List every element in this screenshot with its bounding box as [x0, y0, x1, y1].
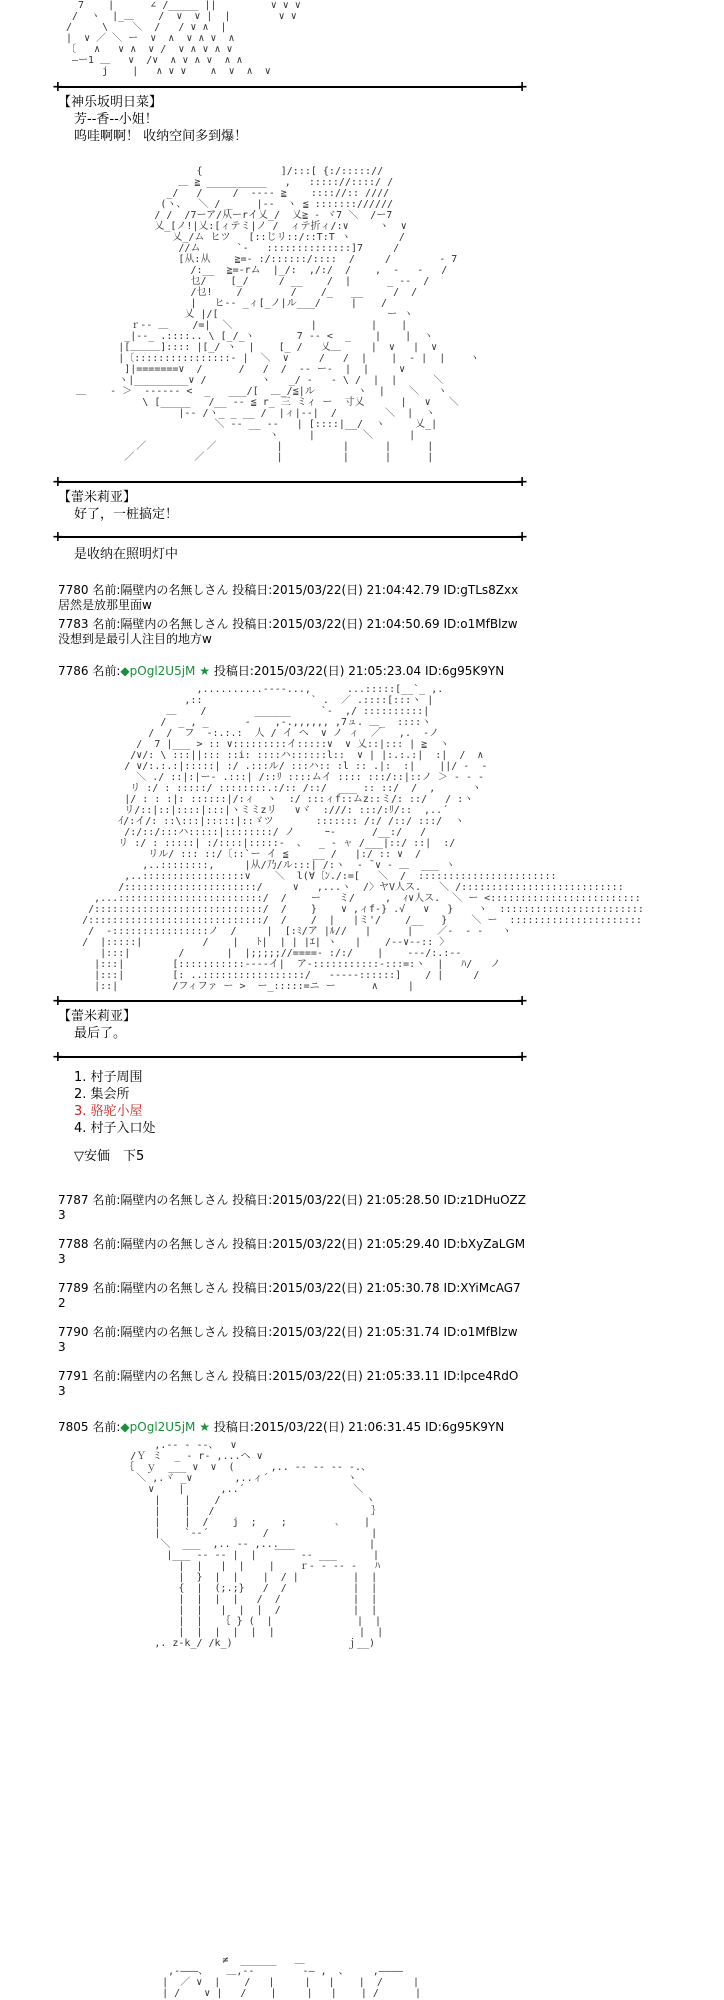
post-body: 3	[58, 1340, 66, 1354]
post-date: 2015/03/22(日) 21:06:31.45	[253, 1420, 422, 1434]
date-label: 投稿日:	[232, 1369, 273, 1383]
name-label: 名前:	[92, 1420, 121, 1434]
post-date: 2015/03/22(日) 21:05:29.40	[272, 1237, 440, 1251]
post-number: 7790	[58, 1325, 89, 1339]
post-date: 2015/03/22(日) 21:05:23.04	[253, 664, 422, 678]
post-date: 2015/03/22(日) 21:05:33.11	[272, 1369, 440, 1383]
vote-prompt: ▽安価 下5	[74, 1149, 145, 1164]
poster-id[interactable]: ID:o1MfBlzw	[443, 1325, 518, 1339]
post-body: 3	[58, 1252, 66, 1266]
choice-list	[74, 1069, 156, 1137]
post-header	[58, 1237, 525, 1251]
poster-name[interactable]: 隔壁内の名無しさん	[120, 617, 229, 631]
post-7791	[58, 1369, 698, 1399]
poster-id[interactable]: ID:6g95K9YN	[425, 1420, 505, 1434]
ascii-art-bottom: ≠ ______ ＿ ,-―――、 ＿,-‐ ‐― , 、 ,―――― | ／ ∨ | / | | | | / | | / ∨ | / | | | | / |	[162, 1955, 422, 1999]
poster-trip[interactable]: ◆pOgl2U5jM ★	[120, 1420, 210, 1434]
post-date: 2015/03/22(日) 21:05:30.78	[272, 1281, 440, 1295]
narration-line: 是收纳在照明灯中	[74, 547, 179, 562]
post-body: 2	[58, 1296, 66, 1310]
date-label: 投稿日:	[213, 1420, 254, 1434]
post-header	[58, 617, 518, 631]
post-7783	[58, 617, 698, 647]
post-header	[58, 1420, 504, 1434]
speaker-label: 【神乐坂明日菜】	[58, 95, 163, 110]
name-label: 名前:	[92, 1369, 121, 1383]
post-7786	[58, 664, 698, 679]
poster-name[interactable]: 隔壁内の名無しさん	[120, 1237, 229, 1251]
divider-5: + +	[52, 1049, 528, 1065]
ascii-art-remilia-final: ,..........----..., ...:::::[__`_ ,. ,:: ` . ／ .::::[:::ヽ | ＿ / ______ `- ,/ ::::::::::| / _ , _ ‐ ,-.,,,,,, ,7ュ. ＿_ ::::ヽ / / フ ‐:.:.: 人 / イ ヘ ∨ ノ ィ ／ ,. ‐ノ / 7 |___ > :: ∨:::::::::イ:::::∨ ∨ 乂::|::: | ≧ ヽ /∨/: \ :::||::: ::i: ::::ハ::::::l:: ∨ | |:.:.:| :| / ∧ / ∨/:.:.:|:::::| :/ .:::ル/ :::ハ:: :l :: .|: :| ||/ ‐ ‐ ＼ ./ ::|:|ー‐ .:::| /::ﾘ ::::ムイ :::: :::/::|::ノ ＞ ‐ ‐ ‐ リ :/ : :::::/ ::::::::.:/:: /::/ ___ :: ::/ / , ヽ |/ : : :|: ::::::|/:ィ ヽ :/ :::ィf::ムz::ミ/: ::/ / :ヽ リ/::|::|::::|:::|ヽミミzリ ∨ヾ :///: :::/:ﾘ/:: ,..´ ｲ/:イ/: ::\:::|:::::|::ゞツ ::::::: /:/ /::/ :::/ ヽ /:/::/:::ハ:::::|::::::::/ ノ ｰ‐ /__:/ / リ :/ : :::::| :/::::|:::::‐ 、 _ ‐ ャ /___|::/ ::| :/ リル/ ::: ::/〔::`ー イ ≦ __ / |:/ :: ∨ / ,..::::::::, |从/乃/ル:::| /:ヽ ‐ ̄ ∨ ‐ ＿ ___ ヽ ,..:::::::::::::::::∨ ＼ l(∀〔ﾝ./:=[ ＼ / ::::::::::::::::::::::: /::::::::::::::::::::::/ ∨ ,...ヽ /〉ヤV人ス. ＼ /::::::::::::::::::::::::::: ,...::::::::::::::::::::::::/ / ー ミ/ , ｨ∨人ス. ＼ ー <::::::::::::::::::::::::: /::::::::::::::::::::::::::::/ / } ∨ ,ィf‐} .√ ∨ } ヽ :::::::::::::::::::::::: /:::::::::::::::::::::::::::::/ / / | |ミ'/ /__ } ＼ ー :::::::::::::::::::::: / ‐::::::::::::::::ノ / | [:ﾐ/ア |ﾙ// | | ／‐ ‐ ‐ ヽ / |:::::| / | ﾄ| | | |ｴ| ヽ | /‐‐∨‐‐:: 〉 |:::| / | |;;;;;//====- :/:/ | ‐‐‐/:.:‐‐ |:::| [:::::::::::----イ| ア-:::::::::::-:::=:ヽ | ﾊ/ ノ |:::| [: ..:::::::::::::::::/ -----::::::] / | / |::| /フィファ ー > ー_:::::=ニ ー ∧ |	[82, 684, 644, 992]
post-date: 2015/03/22(日) 21:05:28.50	[272, 1193, 440, 1207]
post-header	[58, 1369, 518, 1383]
divider-4: + +	[52, 993, 528, 1009]
name-label: 名前:	[92, 1281, 121, 1295]
poster-name[interactable]: 隔壁内の名無しさん	[120, 1369, 229, 1383]
divider-3: + +	[52, 529, 528, 545]
poster-id[interactable]: ID:6g95K9YN	[425, 664, 505, 678]
post-header	[58, 1193, 526, 1207]
post-7780	[58, 583, 698, 613]
date-label: 投稿日:	[232, 1193, 273, 1207]
poster-name[interactable]: 隔壁内の名無しさん	[120, 583, 229, 597]
dialogue-line: 呜哇啊啊！ 收纳空间多到爆！	[74, 129, 248, 144]
date-label: 投稿日:	[232, 1325, 273, 1339]
post-body: 没想到是最引人注目的地方w	[58, 632, 212, 646]
post-number: 7780	[58, 583, 89, 597]
ascii-art-remilia-lamp: { ]/:::[ {:/:::::// ＿ ≧ __________ , ::::://::::/ / _/ / / ‐‐‐‐ ≧ :::://:: //// (ヽ、 ＼ / _ |‐‐ ヽ ≦ :::::::////// / / /7ーア/从ーrイ乂_/ 乂≧ ‐ ヾ7 ＼ /ー7 乂_[ノ!|乂:[ィテミ|ノ / ィテ折ィ/:∨ ヽ ∨ 乂_/ム ヒツ [::じリ::/::Т:Т ヽ / //ム `‐ ::::::::::::::]7 / [从:从 ≧=‐ :/::::::/:::: / / - 7 /:__ ≧=‐rム |_/: ,/:/ / , ‐ ‐ / 乜/ [_/ / __ / | _ ‐‐ / /乜! / / /_ __ / / | ヒ‐‐ _ィ[_ノ|ル___/ | / 乂 |/[ ー ヽ ｒ‐‐ ＿ /=| ＼ | | | _|‐‐_ .::::.. \ [_/_ヽ 7 ‐‐ < _ | | ヽ |[＿＿＿]:::: |[_/ ヽ | [_ / 乂＿ | ∨ | ∨ |〔::::::::::::::::‐ | ＼ ∨ / / | | ‐ | | ヽ ]|=======∨ / / / / ‐‐ ー‐ | | ∨ ヽ|_________∨ / ヽ _/ ‐ ‐ \ / | | ＼ ＿ ‐ ＞ ‐‐‐‐‐‐ < _ ___/[ ＿_/≦|ル ヽ | ＼ ヽ \ [_____ /__ ‐‐ ≦ r_ 三 ミィ ー 寸乂 | ∨ ＼ |‐‐ /ヽ_ _ __ / |ィ|‐‐| / ＼ | ヽ ＼ ‐‐ __ ‐‐ | [::::|__/ ヽ 乂_| ヽ | ＼ | ／ ／ | | | | ／ ／ | | | |	[76, 166, 480, 463]
speaker-label: 【蕾米莉亚】	[58, 490, 137, 505]
post-number: 7783	[58, 617, 89, 631]
post-number: 7788	[58, 1237, 89, 1251]
post-number: 7805	[58, 1420, 89, 1434]
divider-2: + +	[52, 474, 528, 490]
name-label: 名前:	[92, 1193, 121, 1207]
poster-id[interactable]: ID:bXyZaLGM	[443, 1237, 526, 1251]
speaker-label: 【蕾米莉亚】	[58, 1009, 137, 1024]
poster-id[interactable]: ID:o1MfBlzw	[443, 617, 518, 631]
name-label: 名前:	[92, 1237, 121, 1251]
dialogue-line: 最后了。	[74, 1026, 127, 1041]
post-number: 7791	[58, 1369, 89, 1383]
post-header	[58, 1281, 521, 1295]
post-date: 2015/03/22(日) 21:04:42.79	[272, 583, 440, 597]
post-number: 7787	[58, 1193, 89, 1207]
poster-id[interactable]: ID:XYiMcAG7	[443, 1281, 521, 1295]
choice-item-4: 4. 村子入口处	[74, 1121, 156, 1136]
poster-trip[interactable]: ◆pOgl2U5jM ★	[120, 664, 210, 678]
post-header	[58, 1325, 518, 1339]
divider-1: + +	[52, 79, 528, 95]
choice-item-3: 3. 骆驼小屋	[74, 1104, 143, 1119]
post-body: 居然是放那里面w	[58, 598, 152, 612]
poster-id[interactable]: ID:lpce4RdO	[443, 1369, 519, 1383]
post-body: 3	[58, 1208, 66, 1222]
choice-item-1: 1. 村子周围	[74, 1070, 143, 1085]
post-7788	[58, 1237, 698, 1267]
name-label: 名前:	[92, 617, 121, 631]
name-label: 名前:	[92, 583, 121, 597]
date-label: 投稿日:	[213, 664, 254, 678]
post-header	[58, 664, 504, 678]
ascii-art-top: 7 | ∠ /_____ || ∨ ∨ ∨ / ヽ |_＿ / ∨ ∨ | | ∨ ∨ / \ ＼ / / ∨ ∧ | | ∨ ／ ＼ ー ∨ ∧ ∨ ∧ ∨ ∧ 〔 ∧ ∨ ∧ ∨ / ∨ ∧ ∨ ∧ ∨ ―ー1 ＿ ∨ /∨ ∧ ∨ ∧ ∨ ∧ ∧ j | ∧ ∨ ∨ ∧ ∨ ∧ ∨	[66, 0, 301, 77]
date-label: 投稿日:	[232, 1237, 273, 1251]
ascii-art-camel: ,.-‐ ‐ ‐-、 ∨ /Ｙ ミ _ ‐ r‐ ,...ヘ ∨ ｛ ｙ ___ ∨ ∨ ( ,.. -‐ -‐ -‐ -.、 ＼ ,.ヾ _∨ ,..ィ´ ヽ ∨ | ,..´ ＼ | | / ヽ | | / ｝ | | / j ; ; ､ | | `--´ / | ＼ ___ ,.. -‐ ,... | |___ ‐‐ ‐‐ | | ￣￣ ‐‐ ___ | | | | | | ｒ‐ ‐ ‐‐ ‐ ﾊ | } | | | / | | | { | (;.;} / / | | | | | | / / | | | | | | | / | | | | ｛ } ( | | | | | | | | | | | ,. z‐k_/ /k_) ｊ__)	[124, 1440, 384, 1649]
post-7789	[58, 1281, 698, 1311]
dialogue-line: 芳--香--小姐！	[74, 112, 158, 127]
date-label: 投稿日:	[232, 617, 273, 631]
scene2-speech	[58, 489, 178, 523]
post-date: 2015/03/22(日) 21:05:31.74	[272, 1325, 440, 1339]
name-label: 名前:	[92, 1325, 121, 1339]
date-label: 投稿日:	[232, 583, 273, 597]
post-body: 3	[58, 1384, 66, 1398]
name-label: 名前:	[92, 664, 121, 678]
post-date: 2015/03/22(日) 21:04:50.69	[272, 617, 440, 631]
narration	[58, 546, 178, 563]
poster-name[interactable]: 隔壁内の名無しさん	[120, 1193, 229, 1207]
dialogue-line: 好了，一桩搞定！	[74, 507, 179, 522]
post-7787	[58, 1193, 698, 1223]
scene1-speech	[58, 94, 247, 145]
date-label: 投稿日:	[232, 1281, 273, 1295]
post-header	[58, 583, 518, 597]
poster-name[interactable]: 隔壁内の名無しさん	[120, 1281, 229, 1295]
post-7790	[58, 1325, 698, 1355]
post-7805	[58, 1420, 698, 1435]
scene3-speech	[58, 1008, 136, 1042]
poster-name[interactable]: 隔壁内の名無しさん	[120, 1325, 229, 1339]
post-number: 7786	[58, 664, 89, 678]
choice-item-2: 2. 集会所	[74, 1087, 130, 1102]
post-number: 7789	[58, 1281, 89, 1295]
poster-id[interactable]: ID:gTLs8Zxx	[443, 583, 519, 597]
poster-id[interactable]: ID:z1DHuOZZ	[443, 1193, 526, 1207]
